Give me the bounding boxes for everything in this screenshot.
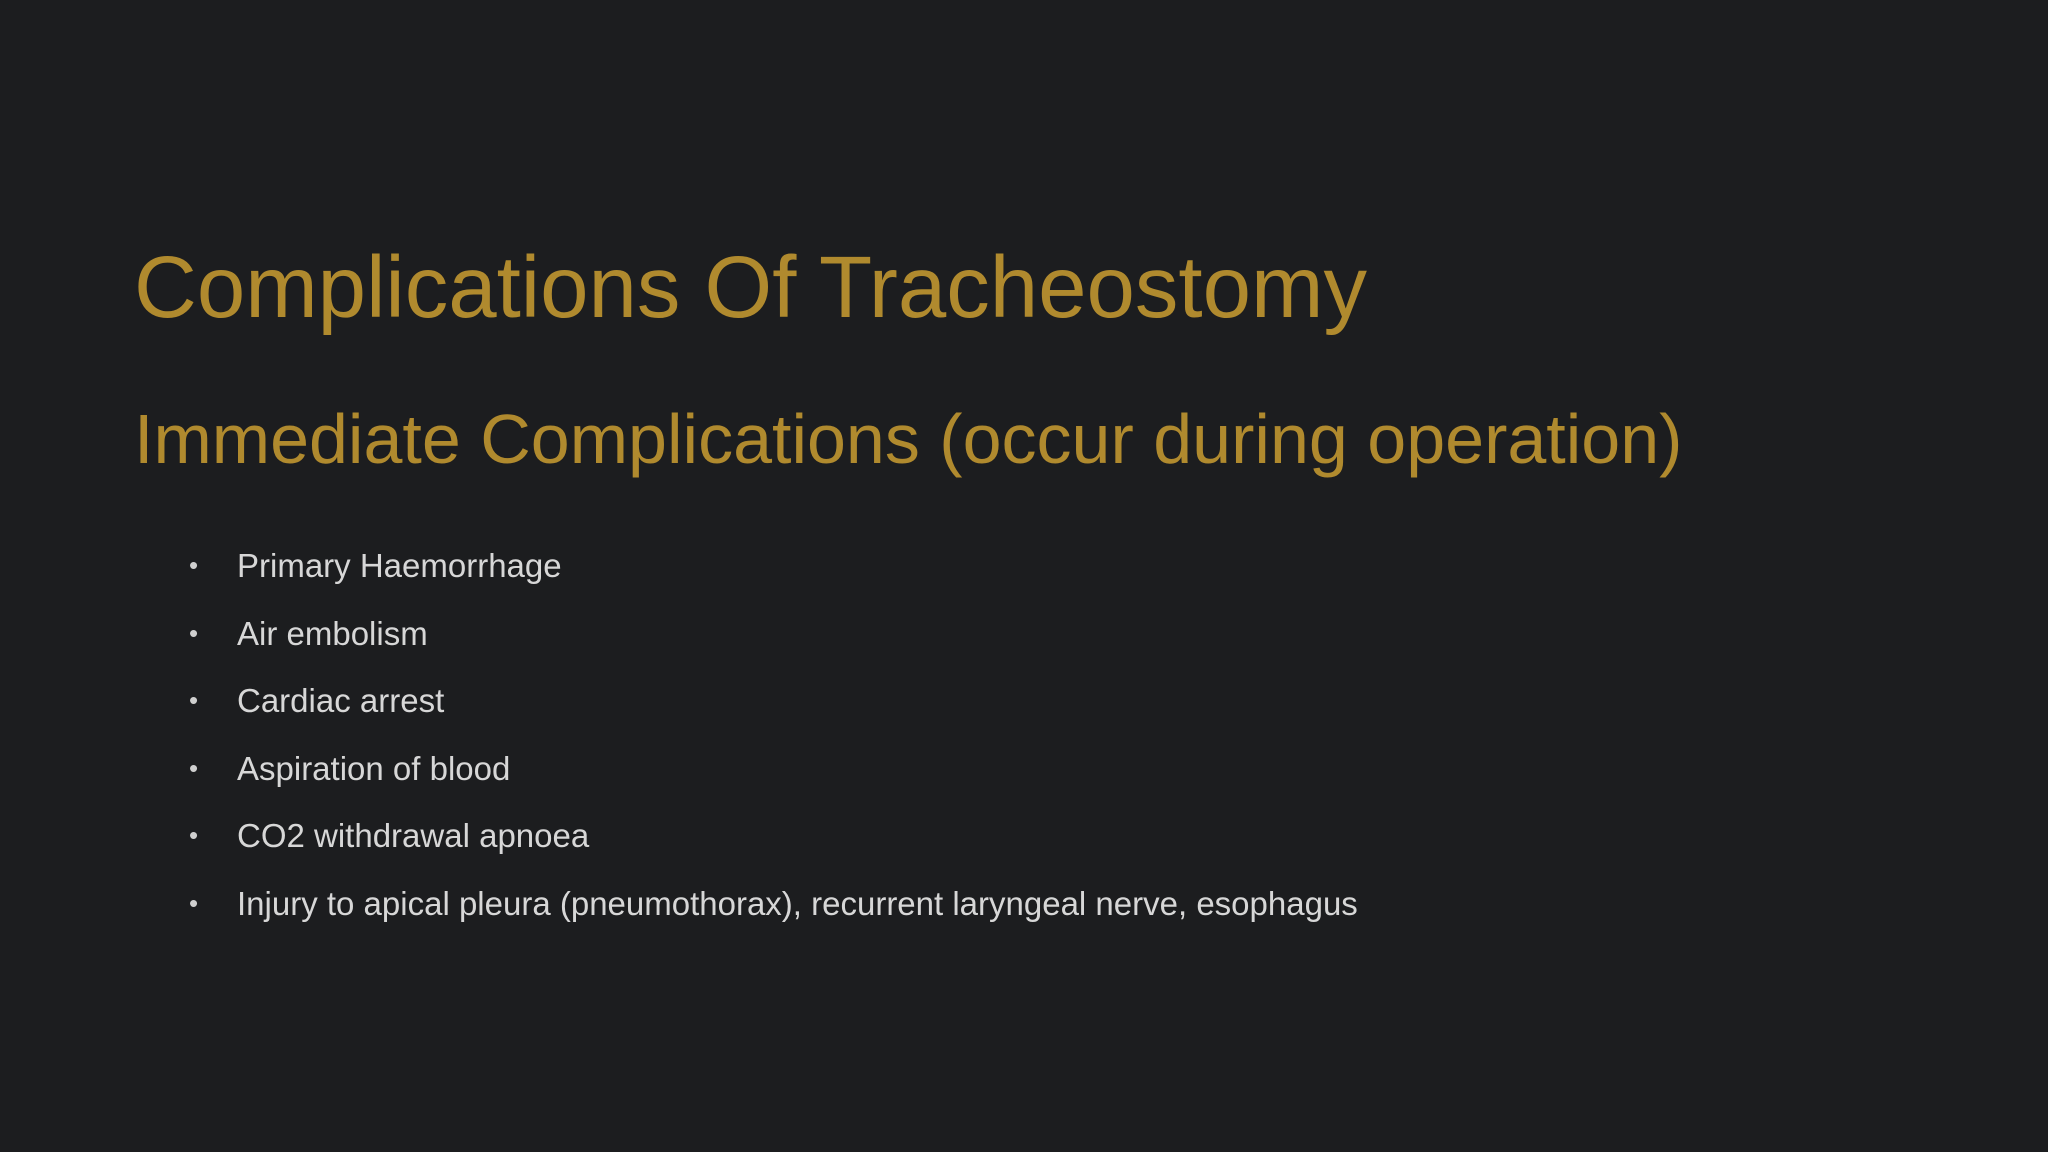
bullet-text: Aspiration of blood [237,749,511,787]
bullet-text: Injury to apical pleura (pneumothorax), recurrent laryngeal nerve, esophagus [237,884,1358,922]
bullet-icon: • [189,820,199,850]
bullet-icon: • [189,617,199,648]
bullet-text: Air embolism [237,614,428,652]
bullet-icon: • [189,685,199,715]
bullet-text: Cardiac arrest [237,682,445,719]
bullet-icon: • [189,550,199,580]
bullet-icon: • [189,752,199,783]
bullet-icon: • [189,887,199,918]
slide-subtitle: Immediate Complications (occur during operation) [134,400,1683,478]
slide-title: Complications Of Tracheostomy [134,239,1367,336]
bullet-text: CO2 withdrawal apnoea [237,817,590,854]
bullet-text: Primary Haemorrhage [237,547,562,584]
